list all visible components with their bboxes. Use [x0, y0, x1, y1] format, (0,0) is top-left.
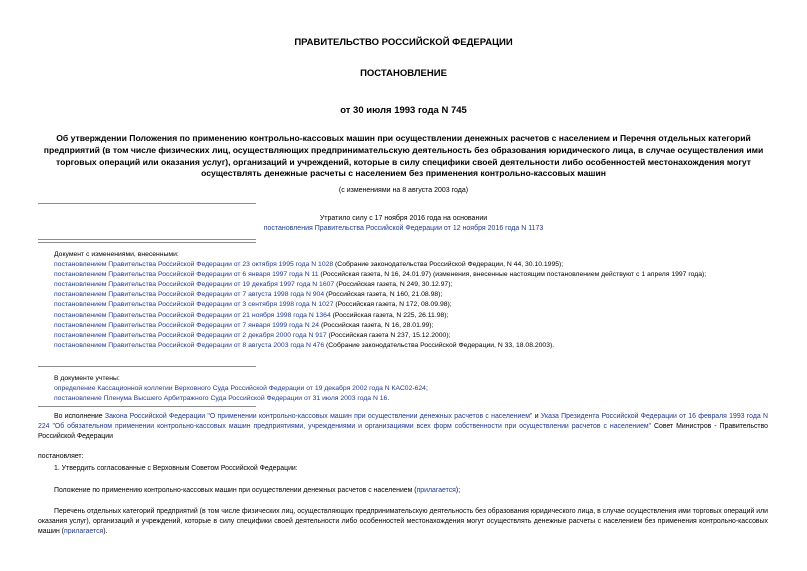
- regulation-item: Положение по применению контрольно-кассовых машин при осуществлении денежных расчетов с населением (прилагается);: [54, 487, 461, 494]
- list-item: постановлением Правительства Российской Федерации от 6 января 1997 года N 11 (Российская газета, N 16, 24.01.97) (изменения, внесенные настоящим постановлением действуют с 1 апреля 1997 года);: [54, 271, 707, 279]
- list-item: постановлением Правительства Российской Федерации от 23 октября 1995 года N 1028 (Собрание законодательства Российской Федерации, N 44, 30.10.1995);: [54, 261, 564, 269]
- list-item: постановлением Правительства Российской Федерации от 2 декабря 2000 года N 917 (Российская газета N 237, 15.12.2000);: [54, 331, 451, 339]
- divider: [38, 242, 256, 243]
- divider: [38, 203, 256, 204]
- changes-intro: Документ с изменениями, внесенными:: [54, 251, 179, 258]
- decree-item-1: 1. Утвердить согласованные с Верховным Советом Российской Федерации:: [54, 465, 298, 472]
- list-item: постановлением Правительства Российской Федерации от 8 августа 2003 года N 476 (Собрание законодательства Российской Федерации, N 33, 18.08.2003).: [54, 341, 555, 349]
- list-item: постановлением Правительства Российской Федерации от 3 сентября 1998 года N 1027 (Российская газета, N 172, 08.09.98);: [54, 301, 452, 309]
- considered-block: [54, 374, 428, 404]
- amendment-link[interactable]: постановлением Правительства Российской Федерации от 19 декабря 1997 года N 1607: [54, 281, 335, 289]
- amendment-link[interactable]: постановлением Правительства Российской Федерации от 21 ноября 1998 года N 1364: [54, 311, 331, 319]
- preamble-paragraph: Во исполнение Закона Российской Федерации "О применении контрольно-кассовых машин при осуществлении денежных расчетов с населением" и Указа Президента Российской Федерации от 16 февраля 1993 года N 224 "Об обязательном применении контрольно-кассовых машин предприятиями, учреждениями и организациями всех форм собственности при осуществлении расчетов с населением" Совет Министров - Правительство Российской Федерации: [38, 413, 768, 441]
- considered-intro: В документе учтены:: [54, 375, 120, 382]
- amendment-link[interactable]: постановлением Правительства Российской Федерации от 3 сентября 1998 года N 1027: [54, 301, 334, 309]
- document-title: Об утверждении Положения по применению контрольно-кассовых машин при осуществлении денежных расчетов с населением и Перечня отдельных категорий предприятий (в том числе физических лиц, осуществляющих предпринимательскую деятельность без образования юридического лица, в случае осуществления ими торговых операций или оказания услуг), организаций и учреждений, которые в силу специфики своей деятельности либо особенностей местонахождения могут осуществлять денежные расчеты с населением без применения контрольно-кассовых машин: [43, 133, 764, 179]
- status-text: Утратило силу с 17 ноября 2016 года на основании: [319, 215, 488, 222]
- divider: [38, 406, 256, 407]
- list-item: постановление Пленума Высшего Арбитражного Суда Российской Федерации от 31 июля 2003 года N 16.: [54, 395, 390, 403]
- divider: [38, 239, 256, 240]
- document-date: от 30 июля 1993 года N 745: [340, 105, 467, 116]
- exemption-list-item: Перечень отдельных категорий предприятий (в том числе физических лиц, осуществляющих предпринимательскую деятельность без образования юридического лица, в случае осуществления ими торговых операций или оказания услуг), организаций и учреждений, которые в силу специфики своей деятельности либо особенностей местонахождения могут осуществлять денежные расчеты с населением без применения контрольно-кассовых машин (прилагается).: [38, 508, 768, 536]
- amendment-link[interactable]: постановлением Правительства Российской Федерации от 23 октября 1995 года N 1028: [54, 261, 334, 269]
- court-ruling-link[interactable]: постановление Пленума Высшего Арбитражного Суда Российской Федерации от 31 июля 2003 года N 16: [54, 395, 388, 403]
- amendment-link[interactable]: постановлением Правительства Российской Федерации от 6 января 1997 года N 11: [54, 271, 319, 279]
- amendment-link[interactable]: постановлением Правительства Российской Федерации от 7 августа 1998 года N 904: [54, 291, 325, 299]
- changes-block: [54, 250, 706, 351]
- amendment-link[interactable]: постановлением Правительства Российской Федерации от 7 января 1999 года N 24: [54, 321, 320, 329]
- list-item: постановлением Правительства Российской Федерации от 7 января 1999 года N 24 (Российская газета, N 16, 28.01.99);: [54, 321, 434, 329]
- law-link[interactable]: Закона Российской Федерации "О применении контрольно-кассовых машин при осуществлении денежных расчетов с населением": [104, 413, 533, 420]
- presidential-decree-link[interactable]: Указа Президента Российской Федерации от 16 февраля 1993 года N 224 "Об обязательном применении контрольно-кассовых машин предприятиями, учреждениями и организациями всех форм собственности при осуществлении расчетов с населением": [38, 413, 768, 431]
- list-item: постановлением Правительства Российской Федерации от 7 августа 1998 года N 904 (Российская газета, N 160, 21.08.98);: [54, 291, 443, 299]
- repeal-decree-link[interactable]: постановления Правительства Российской Федерации от 12 ноября 2016 года N 1173: [263, 225, 544, 232]
- resolves-text: постановляет:: [38, 453, 84, 460]
- government-heading: ПРАВИТЕЛЬСТВО РОССИЙСКОЙ ФЕДЕРАЦИИ: [294, 37, 513, 48]
- divider: [38, 366, 256, 367]
- attachment-link[interactable]: прилагается: [416, 487, 456, 494]
- list-item: определение Кассационной коллегии Верховного Суда Российской Федерации от 19 декабря 2002 года N КАС02-624;: [54, 385, 428, 393]
- list-item: постановлением Правительства Российской Федерации от 19 декабря 1997 года N 1607 (Российская газета, N 249, 30.12.97);: [54, 281, 453, 289]
- court-ruling-link[interactable]: определение Кассационной коллегии Верховного Суда Российской Федерации от 19 декабря 2002 года N КАС02-624: [54, 385, 426, 393]
- edition-note: (с изменениями на 8 августа 2003 года): [338, 187, 469, 194]
- amendment-link[interactable]: постановлением Правительства Российской Федерации от 8 августа 2003 года N 476: [54, 341, 325, 349]
- attachment-link[interactable]: прилагается: [63, 528, 104, 536]
- amendment-link[interactable]: постановлением Правительства Российской Федерации от 2 декабря 2000 года N 917: [54, 331, 327, 339]
- list-item: постановлением Правительства Российской Федерации от 21 ноября 1998 года N 1364 (Российская газета, N 225, 26.11.98);: [54, 311, 449, 319]
- document-type-heading: ПОСТАНОВЛЕНИЕ: [360, 68, 447, 79]
